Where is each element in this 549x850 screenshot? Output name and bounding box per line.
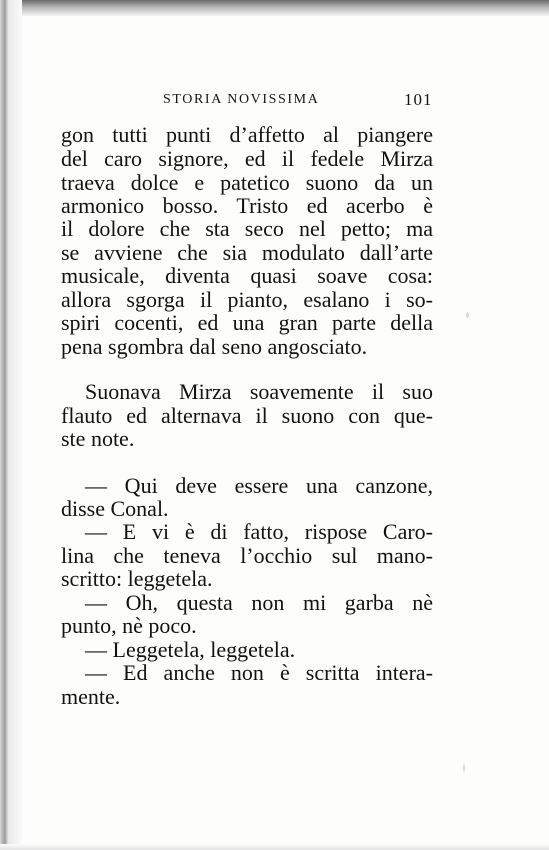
text-line: se avviene che sia modulato dall’arte (61, 240, 433, 265)
text-line: spiri cocenti, ed una gran parte della (61, 310, 433, 335)
running-title: STORIA NOVISSIMA (163, 92, 320, 107)
text-line: — Qui deve essere una canzone, (85, 473, 433, 498)
text-line: armonico bosso. Tristo ed acerbo è (61, 193, 433, 218)
paper-speck (463, 764, 465, 772)
text-line: disse Conal. (61, 496, 169, 521)
text-line: lina che teneva l’occhio sul mano- (61, 543, 433, 568)
text-line: ste note. (61, 426, 135, 451)
page-bottom-edge (0, 844, 549, 850)
page-number: 101 (404, 90, 433, 109)
text-line: il dolore che sta seco nel petto; ma (61, 216, 433, 241)
page-top-edge-shadow (0, 0, 549, 16)
text-line: punto, nè poco. (61, 613, 197, 638)
text-line: — E vi è di fatto, rispose Caro- (85, 519, 433, 544)
text-line: del caro signore, ed il fedele Mirza (61, 146, 433, 171)
text-line: — Ed anche non è scritta intera- (85, 660, 433, 685)
text-line: pena sgombra dal seno angosciato. (61, 334, 368, 359)
text-line: mente. (61, 684, 121, 709)
text-line: — Oh, questa non mi garba nè (85, 590, 433, 615)
text-line: scritto: leggetela. (61, 566, 213, 591)
page-gutter-shadow (0, 0, 22, 850)
text-line: musicale, diventa quasi soave cosa: (61, 263, 433, 288)
text-line: — Leggetela, leggetela. (85, 637, 296, 662)
paper-speck (466, 312, 469, 318)
text-line: flauto ed alternava il suono con que- (61, 403, 433, 428)
text-line: Suonava Mirza soavemente il suo (85, 379, 433, 404)
text-line: gon tutti punti d’affetto al piangere (61, 122, 433, 147)
text-line: traeva dolce e patetico suono da un (61, 170, 433, 195)
text-line: allora sgorga il pianto, esalano i so- (61, 287, 433, 312)
